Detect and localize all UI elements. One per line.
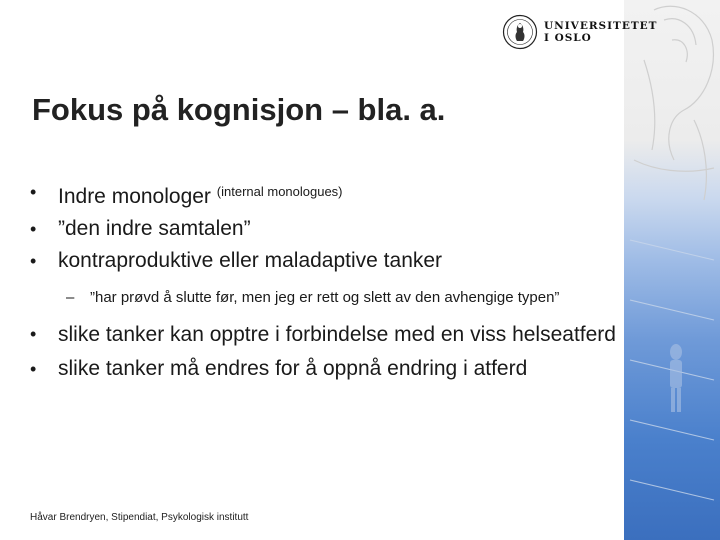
bullet-text: slike tanker må endres for å oppnå endring i atferd (58, 357, 528, 380)
bullet-superscript: (internal monologues) (216, 184, 343, 199)
sculpture-decoration-icon (624, 0, 720, 540)
bullet-item (30, 353, 620, 385)
university-seal-icon (502, 14, 538, 50)
bullet-list (30, 176, 620, 385)
slide-footer: Håvar Brendryen, Stipendiat, Psykologisk institutt (30, 512, 249, 523)
bullet-text: Indre monologer (58, 185, 211, 208)
university-name (544, 20, 657, 44)
sub-bullet-text: ”har prøvd å slutte før, men jeg er rett og slett av den avhengige typen” (90, 289, 560, 306)
bullet-text: kontraproduktive eller maladaptive tanker (58, 249, 443, 272)
sub-bullet-dash: – (66, 289, 75, 306)
decorative-side-strip (624, 0, 720, 540)
logo-line-1: UNIVERSITETET (544, 20, 658, 32)
bullet-item (30, 245, 620, 277)
bullet-dot: • (30, 182, 37, 202)
bullet-dot: • (30, 251, 37, 271)
logo-line-2: I OSLO (544, 32, 592, 44)
bullet-item (30, 176, 620, 213)
bullet-dot: • (30, 219, 37, 239)
bullet-item (30, 320, 620, 349)
sub-bullet-item (30, 287, 620, 308)
university-logo[interactable] (502, 14, 658, 52)
bullet-text: ”den indre samtalen” (58, 217, 251, 240)
bullet-dot: • (30, 324, 37, 344)
bullet-item (30, 213, 620, 245)
bullet-text: slike tanker kan opptre i forbindelse med en viss helseatferd (58, 323, 616, 346)
slide-title: Fokus på kognisjon – bla. a. (32, 92, 446, 127)
bullet-dot: • (30, 359, 37, 379)
